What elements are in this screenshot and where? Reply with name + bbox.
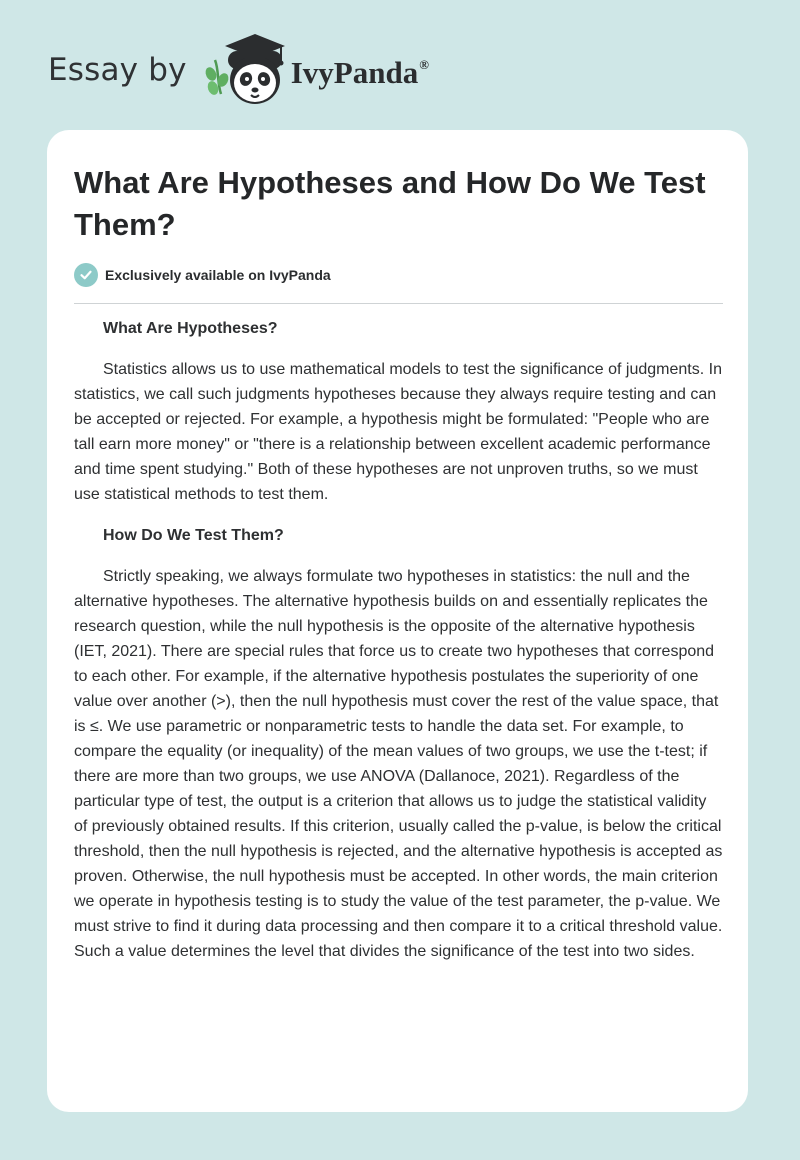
section-paragraph: Strictly speaking, we always formulate two hypotheses in statistics: the null and the alternative hypotheses. The alternative hypothesis builds on and essentially replicates the research question, while the null hypothesis is the opposite of the alternative hypothesis (IET, 2021). There are special rules that force us to create two hypotheses that correspond to each other. For example, if the alternative hypothesis postulates the superiority of one value over another (>), then the null hypothesis must cover the rest of the value space, that is ≤. We use parametric or nonparametric tests to handle the data set. For example, to compare the equality (or inequality) of the mean values of two groups, we use the t-test; if there are more than two groups, we use ANOVA (Dallanoce, 2021). Regardless of the particular type of test, the output is a criterion that allows us to judge the statistical validity of previously obtained results. If this criterion, usually called the p-value, is below the critical threshold, then the null hypothesis is rejected, and the alternative hypothesis is accepted as proven. Otherwise, the null hypothesis must be accepted. In other words, the main criterion we operate in hypothesis testing is to study the value of the test parameter, the p-value. We must strive to find it during data processing and then compare it to a critical threshold value. Such a value determines the level that divides the significance of the test into two sides. [74,568,723,960]
exclusive-label: Exclusively available on IvyPanda [105,267,331,283]
panda-graduate-icon [201,30,289,110]
ivypanda-logo[interactable] [201,30,289,110]
section-heading: What Are Hypotheses? [103,320,278,337]
brand-name[interactable] [291,55,429,91]
article-card [47,130,748,1112]
registered-mark: ® [419,57,429,72]
section-heading: How Do We Test Them? [103,527,284,544]
divider [74,303,723,304]
brand-name-text: IvyPanda [290,55,419,90]
article-body [74,316,723,980]
section-paragraph: Statistics allows us to use mathematical models to test the significance of judgments. In statistics, we call such judgments hypotheses because they always require testing and can be accepted or rejected. For example, a hypothesis might be formulated: "People who are tall earn more money" or "there is a relationship between excellent academic performance and time spent studying." Both of these hypotheses are not unproven truths, so we must use statistical methods to test them. [74,361,722,503]
essay-by-label: Essay by [48,52,187,88]
page-title: What Are Hypotheses and How Do We Test Them? [74,165,706,242]
site-header [48,30,429,110]
exclusive-badge [74,263,331,287]
check-circle-icon [74,263,98,287]
